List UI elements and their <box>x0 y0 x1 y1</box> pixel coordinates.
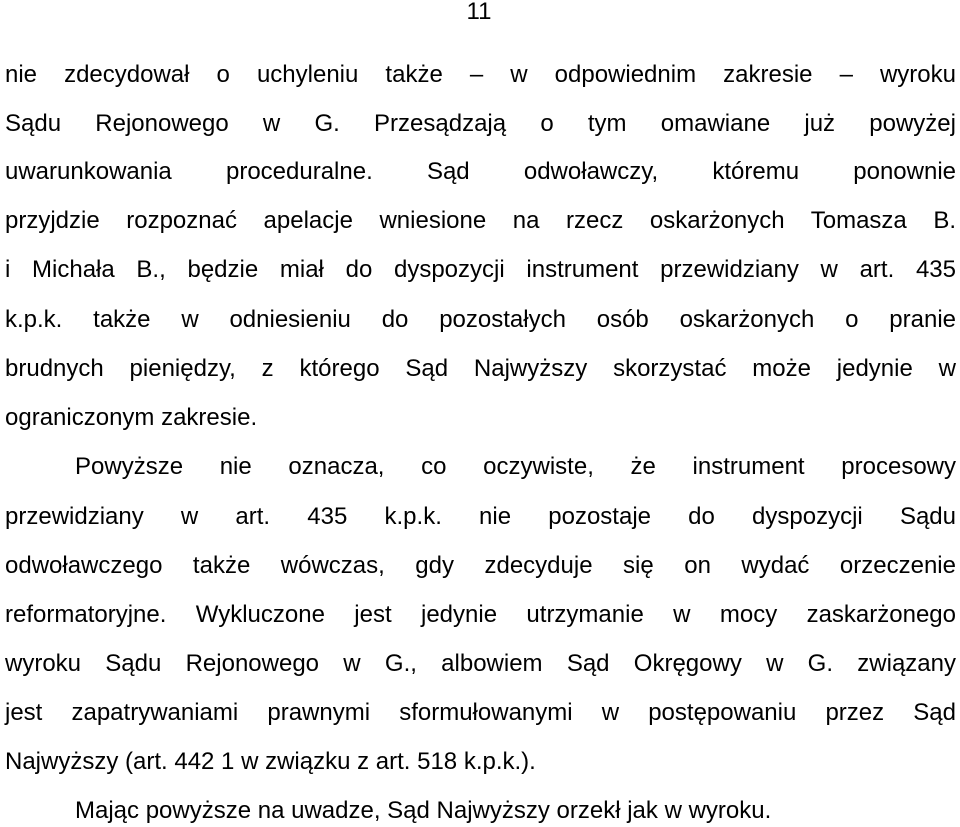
paragraph-2-line-4: reformatoryjne. Wykluczone jest jedynie utrzymanie w mocy zaskarżonego <box>5 601 956 628</box>
paragraph-1-line-1: nie zdecydował o uchyleniu także – w odpowiednim zakresie – wyroku <box>5 61 956 88</box>
paragraph-3-line-1: Mając powyższe na uwadze, Sąd Najwyższy orzekł jak w wyroku. <box>75 797 772 824</box>
paragraph-1-line-5: i Michała B., będzie miał do dyspozycji instrument przewidziany w art. 435 <box>5 256 956 283</box>
paragraph-1-line-6: k.p.k. także w odniesieniu do pozostałych osób oskarżonych o pranie <box>5 306 956 333</box>
page-number: 11 <box>466 0 492 25</box>
paragraph-2-line-3: odwoławczego także wówczas, gdy zdecyduje się on wydać orzeczenie <box>5 552 956 579</box>
paragraph-2-line-2: przewidziany w art. 435 k.p.k. nie pozostaje do dyspozycji Sądu <box>5 503 956 530</box>
paragraph-2-line-6: jest zapatrywaniami prawnymi sformułowanymi w postępowaniu przez Sąd <box>5 699 956 726</box>
paragraph-1-line-8: ograniczonym zakresie. <box>5 404 258 431</box>
paragraph-1-line-2: Sądu Rejonowego w G. Przesądzają o tym omawiane już powyżej <box>5 110 956 137</box>
paragraph-1-line-3: uwarunkowania proceduralne. Sąd odwoławczy, któremu ponownie <box>5 158 956 185</box>
paragraph-2-line-5: wyroku Sądu Rejonowego w G., albowiem Sąd Okręgowy w G. związany <box>5 650 956 677</box>
paragraph-1-line-7: brudnych pieniędzy, z którego Sąd Najwyższy skorzystać może jedynie w <box>5 355 956 382</box>
paragraph-2-line-1: Powyższe nie oznacza, co oczywiste, że instrument procesowy <box>75 453 956 480</box>
paragraph-1-line-4: przyjdzie rozpoznać apelacje wniesione na rzecz oskarżonych Tomasza B. <box>5 207 956 234</box>
paragraph-2-line-7: Najwyższy (art. 442 1 w związku z art. 518 k.p.k.). <box>5 748 536 775</box>
